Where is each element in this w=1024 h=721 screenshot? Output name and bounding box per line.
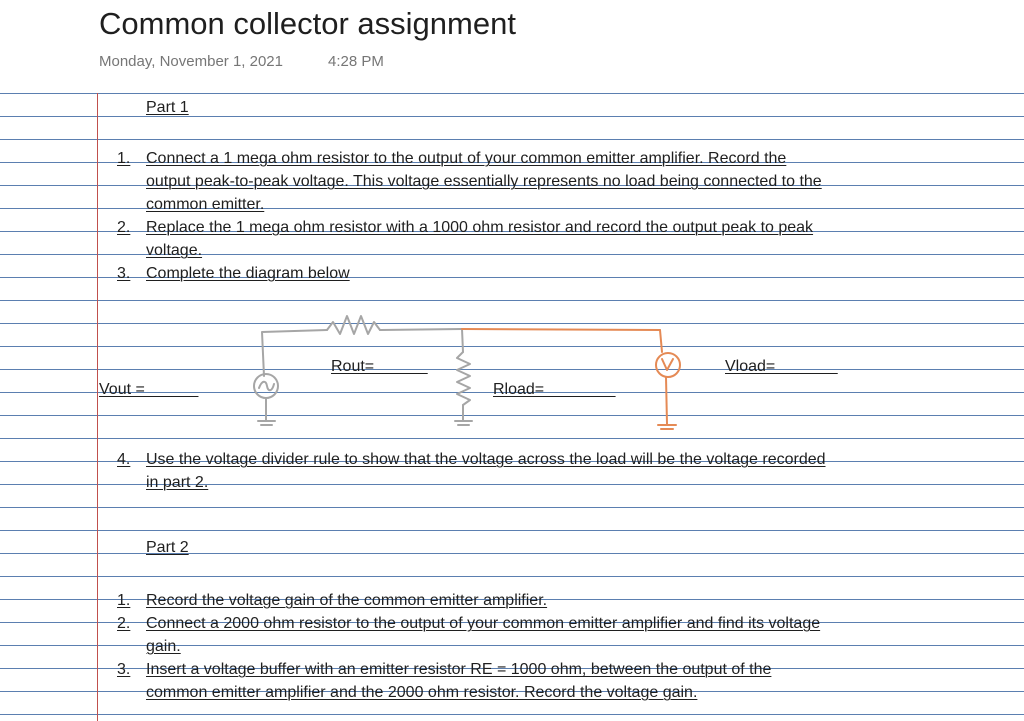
load-source-circle xyxy=(656,353,680,377)
part1-item2-line1: Replace the 1 mega ohm resistor with a 1000 ohm resistor and record the output peak to peak xyxy=(146,219,814,236)
rload-vertical-top xyxy=(462,329,463,352)
rload-resistor-zigzag xyxy=(457,352,470,405)
part1-heading: Part 1 xyxy=(146,99,189,116)
page-date: Monday, November 1, 2021 xyxy=(99,53,283,70)
part1-item1-number: 1. xyxy=(117,150,131,167)
load-source-symbol xyxy=(662,359,673,370)
part2-item1-number: 1. xyxy=(117,592,131,609)
vout-label: Vout =______ xyxy=(99,381,199,398)
load-ground-symbol xyxy=(658,425,676,429)
page-time: 4:28 PM xyxy=(328,53,384,70)
page-title: Common collector assignment xyxy=(99,6,516,41)
load-wire-bottom xyxy=(666,377,667,424)
part2-item2-line1: Connect a 2000 ohm resistor to the output of your common emitter amplifier and find its voltage xyxy=(146,615,821,632)
part1-item4-line1: Use the voltage divider rule to show that the voltage across the load will be the voltage recorded xyxy=(146,451,826,468)
voltage-source-sine xyxy=(259,382,274,391)
rout-label: Rout=______ xyxy=(331,358,428,375)
top-wire-grey xyxy=(380,329,462,330)
load-wire-down xyxy=(660,330,662,352)
part1-item2-line2: voltage. xyxy=(146,242,203,259)
part2-item3-line2: common emitter amplifier and the 2000 ohm resistor. Record the voltage gain. xyxy=(146,684,698,701)
top-wire-orange xyxy=(462,329,660,330)
part2-item2-line2: gain. xyxy=(146,638,181,655)
part1-item1-line1: Connect a 1 mega ohm resistor to the output of your common emitter amplifier. Record the xyxy=(146,150,787,167)
part1-item1-line3: common emitter. xyxy=(146,196,265,213)
part2-item3-line1: Insert a voltage buffer with an emitter resistor RE = 1000 ohm, between the output of the xyxy=(146,661,772,678)
part1-item2-number: 2. xyxy=(117,219,131,236)
part1-item1-line2: output peak-to-peak voltage. This voltage essentially represents no load being connected to the xyxy=(146,173,822,190)
part2-heading: Part 2 xyxy=(146,539,189,556)
part2-item1-line1: Record the voltage gain of the common emitter amplifier. xyxy=(146,592,548,609)
vload-label: Vload=_______ xyxy=(725,358,838,375)
rload-label: Rload=________ xyxy=(493,381,616,398)
rload-ground-symbol xyxy=(455,421,472,425)
source-left-wire xyxy=(262,330,327,376)
part2-item3-number: 3. xyxy=(117,661,131,678)
source-ground-symbol xyxy=(258,421,275,425)
part1-item3-number: 3. xyxy=(117,265,131,282)
rout-resistor-zigzag xyxy=(327,316,380,334)
part2-item2-number: 2. xyxy=(117,615,131,632)
part1-item4-line2: in part 2. xyxy=(146,474,209,491)
part1-item4-number: 4. xyxy=(117,451,131,468)
part1-item3-line1: Complete the diagram below xyxy=(146,265,350,282)
